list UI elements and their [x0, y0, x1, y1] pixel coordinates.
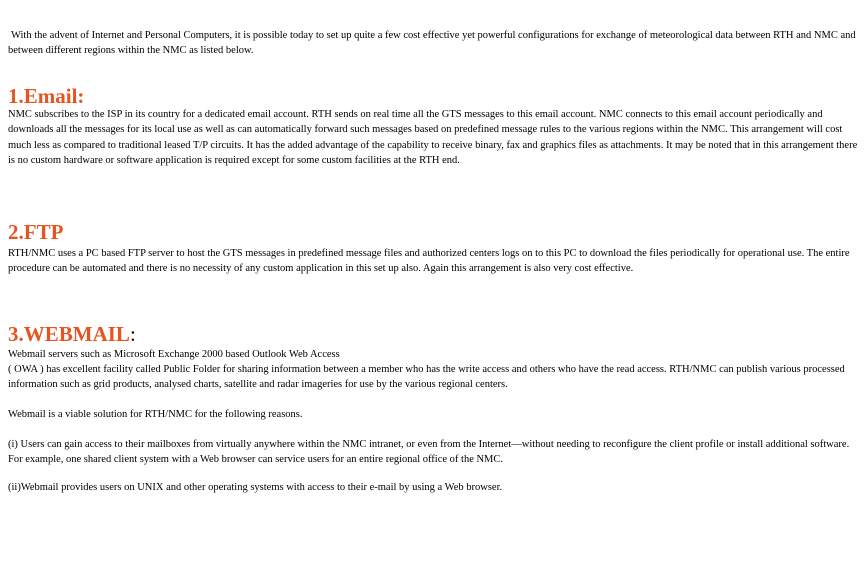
webmail-heading-text: 3.WEBMAIL — [8, 322, 130, 346]
webmail-paragraph: ( OWA ) has excellent facility called Public Folder for sharing information between a member who has the write access and others who have the read access. RTH/NMC can publish various processed information such as grid products, analysed charts, satellite and radar imageries for use by the various regional centers. — [8, 364, 845, 391]
webmail-reason-2: (ii)Webmail provides users on UNIX and other operating systems with access to their e-mail by using a Web browser. — [8, 482, 503, 493]
webmail-heading-colon: : — [129, 322, 136, 346]
webmail-reasons-intro: Webmail is a viable solution for RTH/NMC for the following reasons. — [8, 409, 303, 420]
email-heading: 1.Email: — [8, 84, 85, 108]
webmail-line-1: Webmail servers such as Microsoft Exchange 2000 based Outlook Web Access — [8, 349, 340, 360]
intro-paragraph: With the advent of Internet and Personal Computers, it is possible today to set up quite a few cost effective yet powerful configurations for exchange of meteorological data between RTH and NMC and between different regions within the NMC as listed below. — [8, 30, 856, 57]
email-paragraph: NMC subscribes to the ISP in its country for a dedicated email account. RTH sends on real time all the GTS messages to this email account. NMC connects to this email account periodically and downloads all the messages for its local use as well as can automatically forward such messages based on predefined message rules to the various regions within the NMC. This arrangement will cost much less as compared to traditional leased T/P circuits. It has the added advantage of the capability to receive binary, fax and graphics files as attachments. It may be noted that in this arrangement there is no custom hardware or software application is required except for some custom facilities at the RTH end. — [8, 109, 858, 166]
webmail-heading — [8, 322, 136, 346]
webmail-reason-1: (i) Users can gain access to their mailboxes from virtually anywhere within the NMC intranet, or even from the Internet—without needing to reconfigure the client profile or install additional software. For example, one shared client system with a Web browser can service users for an entire regional office of the NMC. — [8, 439, 850, 466]
ftp-paragraph: RTH/NMC uses a PC based FTP server to host the GTS messages in predefined message files and authorized centers logs on to this PC to download the files periodically for operational use. The entire procedure can be automated and there is no necessity of any custom application in this set up also. Again this arrangement is also very cost effective. — [8, 248, 850, 275]
ftp-heading: 2.FTP — [8, 220, 64, 244]
